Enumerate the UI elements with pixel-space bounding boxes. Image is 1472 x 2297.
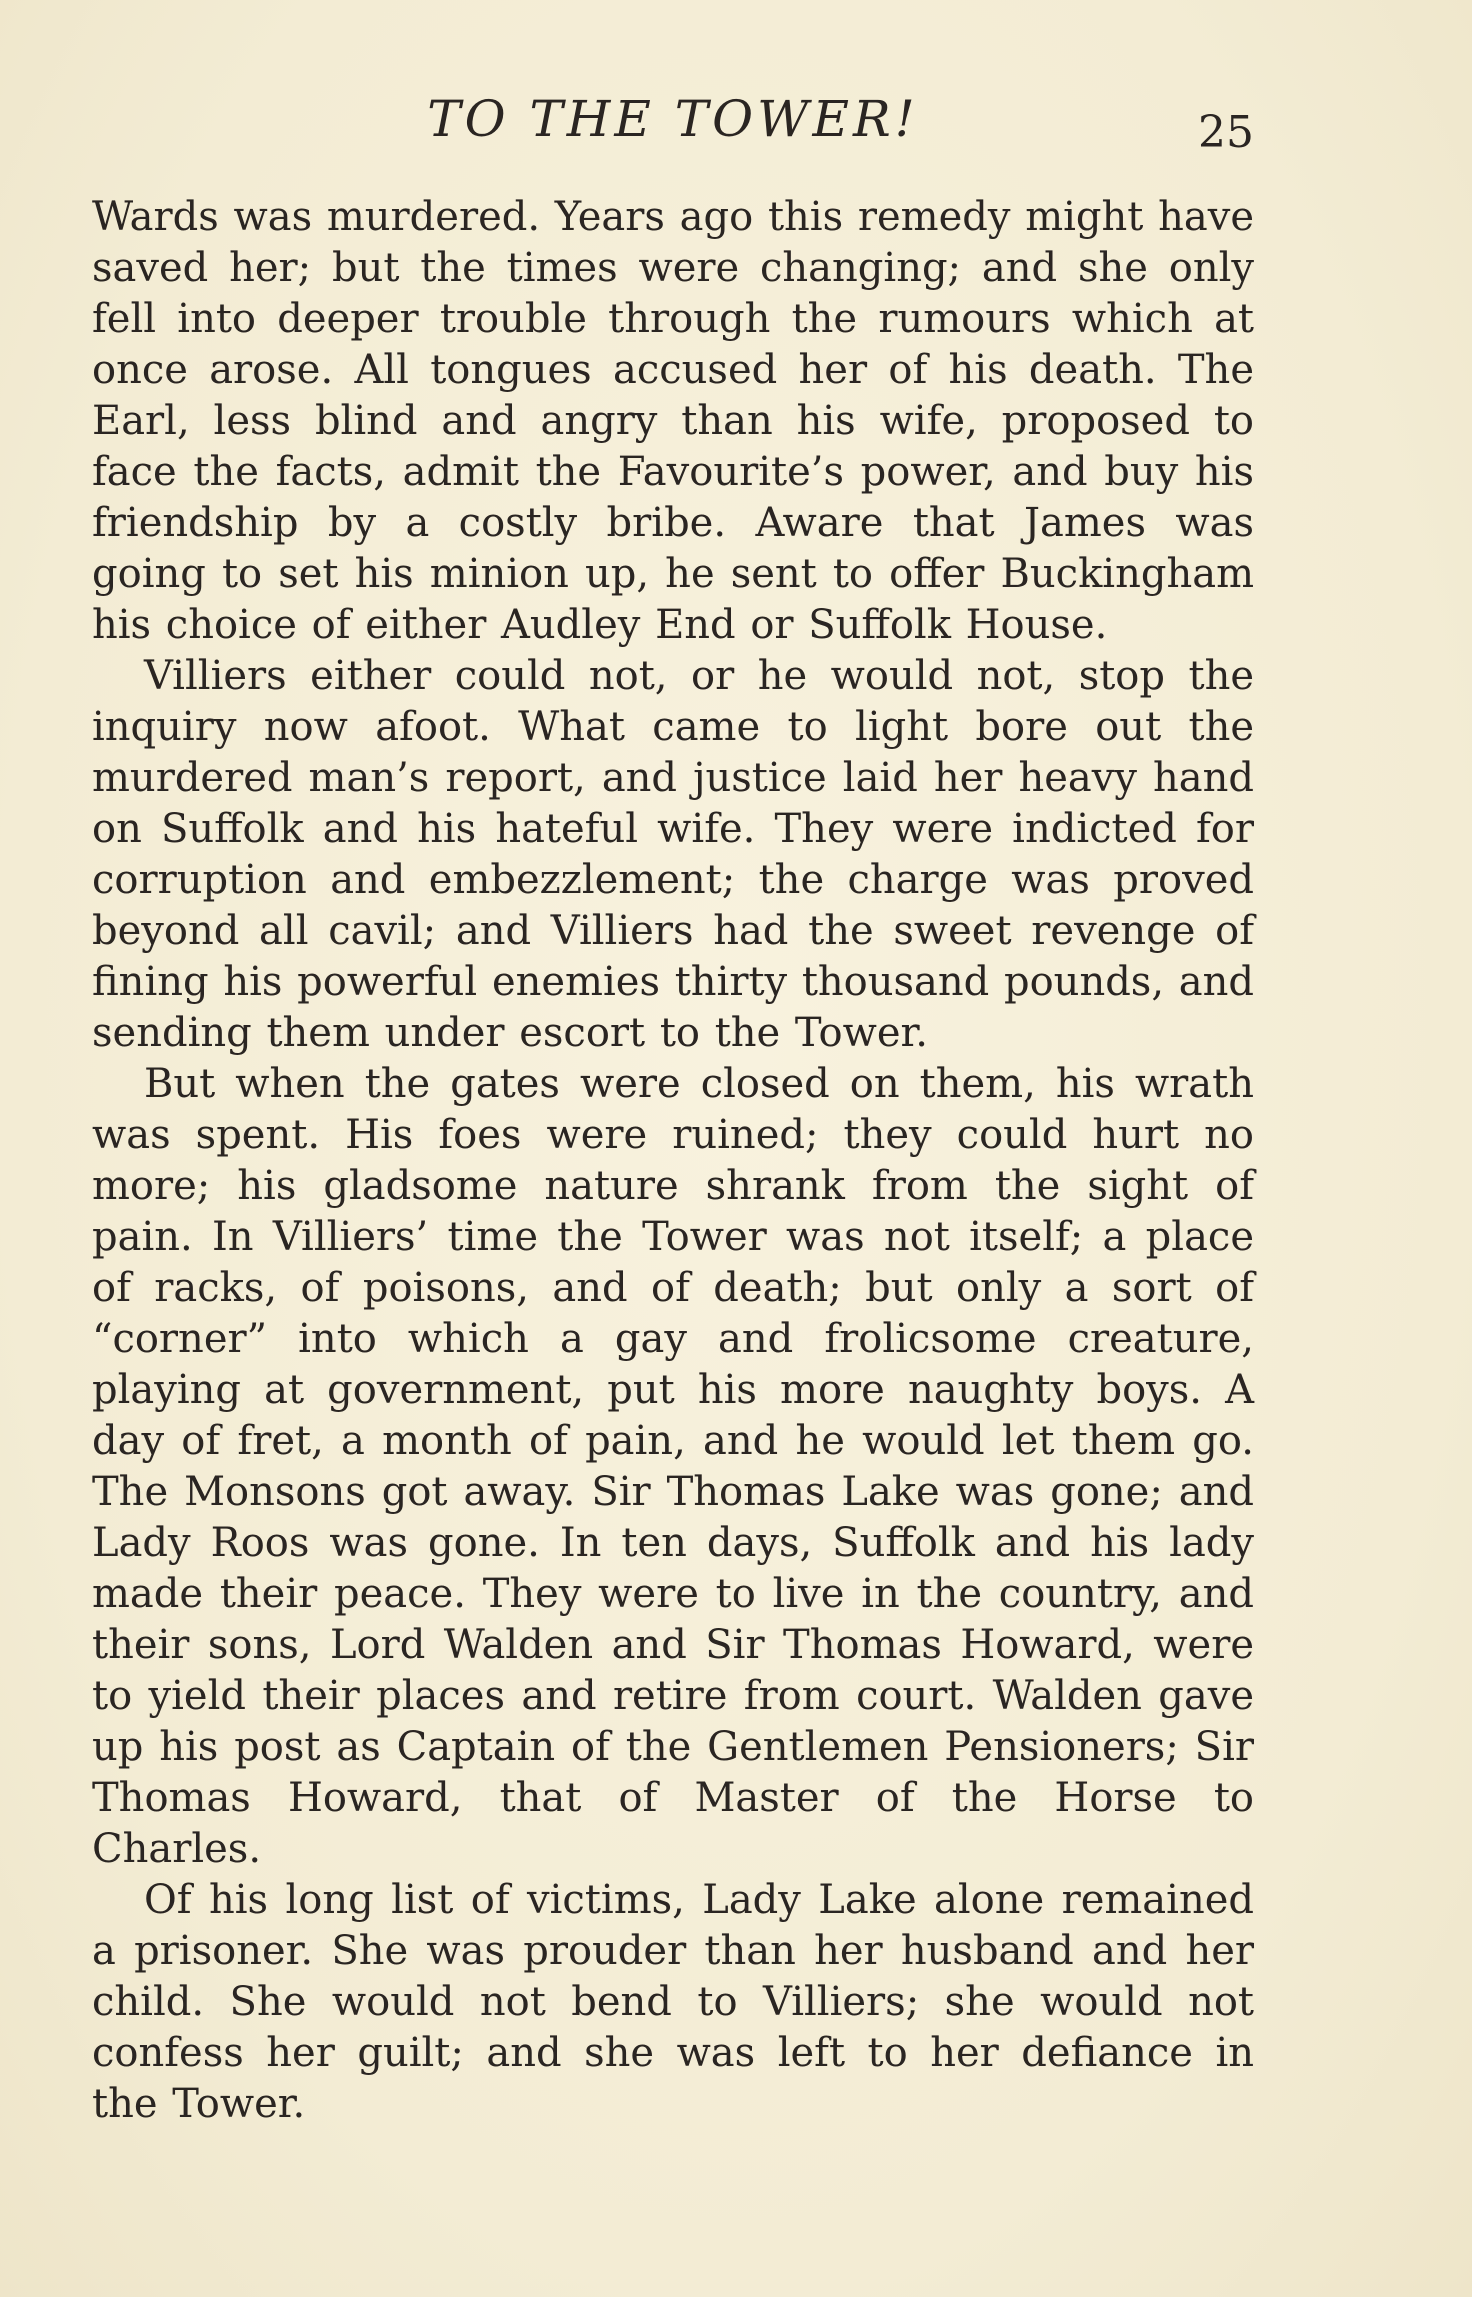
running-title: TO THE TOWER! xyxy=(427,90,919,148)
body-text xyxy=(92,192,1254,2130)
paragraph-1: Wards was murdered. Years ago this remedy might have saved her; but the times were changing; and she only fell into deeper trouble through the rumours which at once arose. All tongues accused her of his death. The Earl, less blind and angry than his wife, proposed to face the facts, admit the Favourite’s power, and buy his friendship by a costly bribe. Aware that James was going to set his minion up, he sent to offer Buckingham his choice of either Audley End or Suffolk House. xyxy=(92,194,1254,648)
paragraph-4: Of his long list of victims, Lady Lake alone remained a prisoner. She was prouder than her husband and her child. She would not bend to Villiers; she would not confess her guilt; and she was left to her defiance in the Tower. xyxy=(92,1877,1254,2127)
paragraph-3: But when the gates were closed on them, his wrath was spent. His foes were ruined; they could hurt no more; his gladsome nature shrank from the sight of pain. In Villiers’ time the Tower was not itself; a place of racks, of poisons, and of death; but only a sort of “corner” into which a gay and frolicsome creature, playing at government, put his more naughty boys. A day of fret, a month of pain, and he would let them go. The Monsons got away. Sir Thomas Lake was gone; and Lady Roos was gone. In ten days, Suffolk and his lady made their peace. They were to live in the country, and their sons, Lord Walden and Sir Thomas Howard, were to yield their places and retire from court. Walden gave up his post as Captain of the Gentlemen Pensioners; Sir Thomas Howard, that of Master of the Horse to Charles. xyxy=(92,1061,1254,1872)
running-head xyxy=(92,84,1254,158)
paragraph-2: Villiers either could not, or he would not, stop the inquiry now afoot. What came to light bore out the murdered man’s report, and justice laid her heavy hand on Suffolk and his hateful wife. They were indicted for corruption and embezzlement; the charge was proved beyond all cavil; and Villiers had the sweet revenge of fining his powerful enemies thirty thousand pounds, and sending them under escort to the Tower. xyxy=(92,653,1254,1056)
page-number: 25 xyxy=(1198,107,1254,158)
